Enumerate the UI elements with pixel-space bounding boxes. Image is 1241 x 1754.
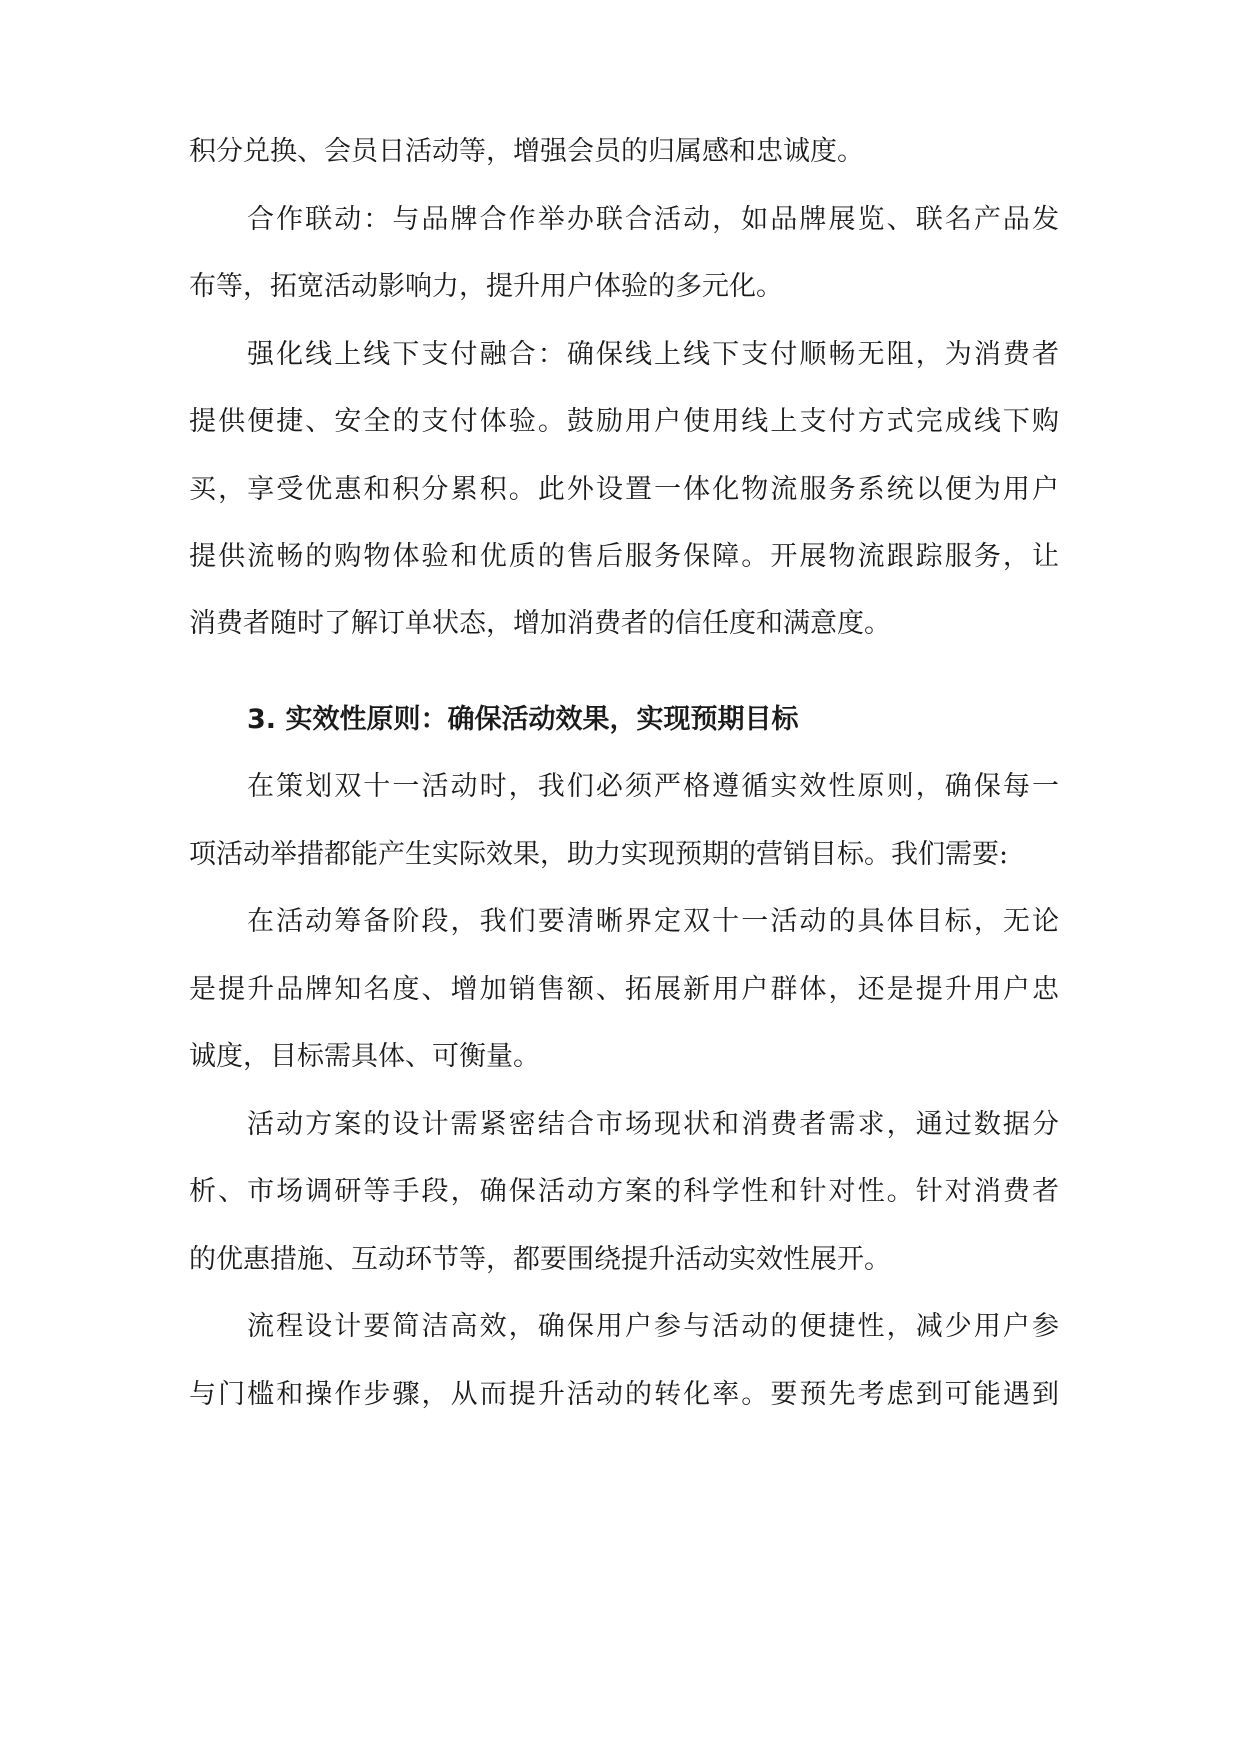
- paragraph-line: 提供流畅的购物体验和优质的售后服务保障。开展物流跟踪服务，让: [189, 541, 1059, 572]
- section-heading: 3. 实效性原则：确保活动效果，实现预期目标: [247, 704, 799, 735]
- paragraph-line: 诚度，目标需具体、可衡量。: [189, 1041, 540, 1072]
- paragraph-line: 强化线上线下支付融合：确保线上线下支付顺畅无阻，为消费者: [247, 339, 1059, 370]
- paragraph-line: 积分兑换、会员日活动等，增强会员的归属感和忠诚度。: [189, 136, 864, 167]
- paragraph-line: 在策划双十一活动时，我们必须严格遵循实效性原则，确保每一: [247, 771, 1059, 802]
- paragraph-line: 买，享受优惠和积分累积。此外设置一体化物流服务系统以便为用户: [189, 474, 1059, 505]
- paragraph-line: 的优惠措施、互动环节等，都要围绕提升活动实效性展开。: [189, 1244, 891, 1275]
- paragraph-line: 提供便捷、安全的支付体验。鼓励用户使用线上支付方式完成线下购: [189, 406, 1059, 437]
- paragraph-line: 析、市场调研等手段，确保活动方案的科学性和针对性。针对消费者: [189, 1176, 1059, 1207]
- paragraph-line: 项活动举措都能产生实际效果，助力实现预期的营销目标。我们需要:: [189, 839, 1009, 870]
- paragraph-line: 流程设计要简洁高效，确保用户参与活动的便捷性，减少用户参: [247, 1311, 1059, 1342]
- paragraph-line: 合作联动：与品牌合作举办联合活动，如品牌展览、联名产品发: [247, 204, 1059, 235]
- paragraph-line: 与门槛和操作步骤，从而提升活动的转化率。要预先考虑到可能遇到: [189, 1379, 1059, 1410]
- paragraph-line: 活动方案的设计需紧密结合市场现状和消费者需求，通过数据分: [247, 1109, 1059, 1140]
- paragraph-line: 消费者随时了解订单状态，增加消费者的信任度和满意度。: [189, 608, 891, 639]
- paragraph-line: 在活动筹备阶段，我们要清晰界定双十一活动的具体目标，无论: [247, 906, 1059, 937]
- paragraph-line: 布等，拓宽活动影响力，提升用户体验的多元化。: [189, 271, 783, 302]
- paragraph-line: 是提升品牌知名度、增加销售额、拓展新用户群体，还是提升用户忠: [189, 974, 1059, 1005]
